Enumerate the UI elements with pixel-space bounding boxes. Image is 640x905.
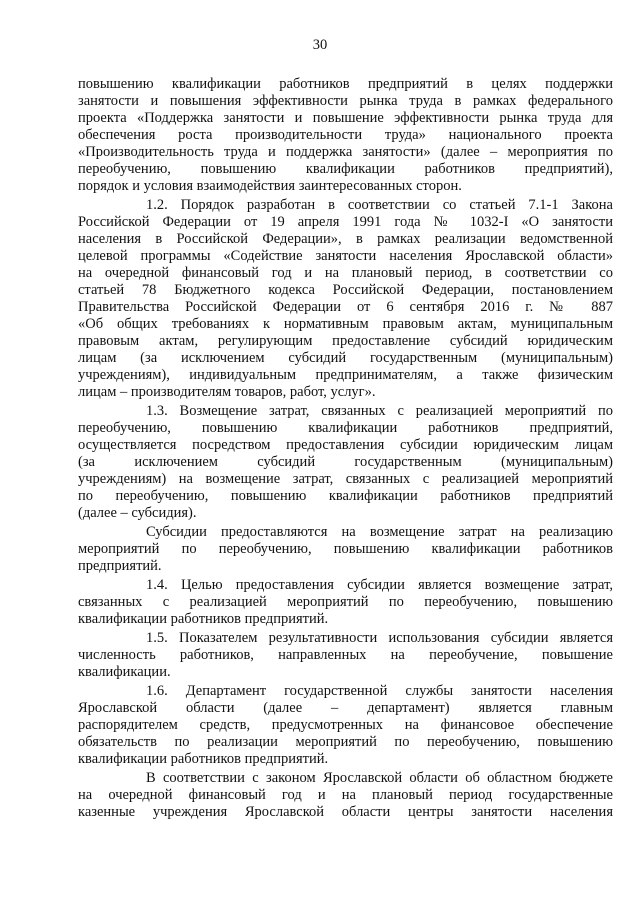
text-line: переобучению, повышению квалификации работников предприятий, xyxy=(78,420,613,436)
text-line: правовым актам, регулирующим предоставление субсидий юридическим xyxy=(78,333,613,349)
text-line: «Производительность труда и поддержка занятости» (далее – мероприятия по xyxy=(78,144,613,160)
text-line: по переобучению, повышению квалификации работников предприятий xyxy=(78,488,613,504)
text-line: квалификации работников предприятий. xyxy=(78,751,329,767)
text-line: занятости и повышения эффективности рынка труда в рамках федерального xyxy=(78,93,613,109)
text-line: 1.4. Целью предоставления субсидии является возмещение затрат, xyxy=(146,577,613,593)
text-line: проекта «Поддержка занятости и повышение эффективности рынка труда для xyxy=(78,110,613,126)
text-line: (за исключением субсидий государственным (муниципальным) xyxy=(78,454,613,470)
text-line: предприятий. xyxy=(78,558,162,574)
text-line: 1.3. Возмещение затрат, связанных с реализацией мероприятий по xyxy=(146,403,613,419)
text-line: целевой программы «Содействие занятости населения Ярославской области» xyxy=(78,248,613,264)
text-line: Российской Федерации от 19 апреля 1991 года № 1032-I «О занятости xyxy=(78,214,613,230)
text-line: квалификации. xyxy=(78,664,171,680)
text-line: населения в Российской Федерации», в рамках реализации ведомственной xyxy=(78,231,613,247)
text-line: на очередной финансовый год и на плановый период государственные xyxy=(78,787,613,803)
text-line: Субсидии предоставляются на возмещение затрат на реализацию xyxy=(146,524,613,540)
text-line: обязательств по реализации мероприятий по переобучению, повышению xyxy=(78,734,613,750)
text-line: лицам (за исключением субсидий государственным (муниципальным) xyxy=(78,350,613,366)
text-line: переобучению, повышению квалификации работников предприятий), xyxy=(78,161,613,177)
text-line: мероприятий по переобучению, повышению квалификации работников xyxy=(78,541,613,557)
text-line: 1.2. Порядок разработан в соответствии со статьей 7.1-1 Закона xyxy=(146,197,613,213)
text-line: В соответствии с законом Ярославской области об областном бюджете xyxy=(146,770,613,786)
text-line: связанных с реализацией мероприятий по переобучению, повышению xyxy=(78,594,613,610)
text-line: на очередной финансовый год и на плановый период, в соответствии со xyxy=(78,265,613,281)
text-line: распорядителем средств, предусмотренных на финансовое обеспечение xyxy=(78,717,613,733)
text-line: учреждениям), индивидуальным предпринимателям, а также физическим xyxy=(78,367,613,383)
text-line: квалификации работников предприятий. xyxy=(78,611,329,627)
text-line: «Об общих требованиях к нормативным правовым актам, муниципальным xyxy=(78,316,613,332)
text-line: 1.5. Показателем результативности использования субсидии является xyxy=(146,630,613,646)
page-number: 30 xyxy=(312,37,328,53)
text-line: Ярославской области (далее – департамент) является главным xyxy=(78,700,613,716)
text-line: казенные учреждения Ярославской области центры занятости населения xyxy=(78,804,613,820)
text-line: лицам – производителям товаров, работ, услуг». xyxy=(78,384,376,400)
text-line: 1.6. Департамент государственной службы занятости населения xyxy=(146,683,613,699)
text-line: (далее – субсидия). xyxy=(78,505,197,521)
text-line: численность работников, направленных на переобучение, повышение xyxy=(78,647,613,663)
text-line: учреждениям) на возмещение затрат, связанных с реализацией мероприятий xyxy=(78,471,613,487)
text-line: статьей 78 Бюджетного кодекса Российской Федерации, постановлением xyxy=(78,282,613,298)
text-line: обеспечения роста производительности труда» национального проекта xyxy=(78,127,613,143)
text-line: Правительства Российской Федерации от 6 сентября 2016 г. № 887 xyxy=(78,299,613,315)
text-line: осуществляется посредством предоставления субсидии юридическим лицам xyxy=(78,437,613,453)
text-line: порядок и условия взаимодействия заинтересованных сторон. xyxy=(78,178,462,194)
text-line: повышению квалификации работников предприятий в целях поддержки xyxy=(78,76,613,92)
